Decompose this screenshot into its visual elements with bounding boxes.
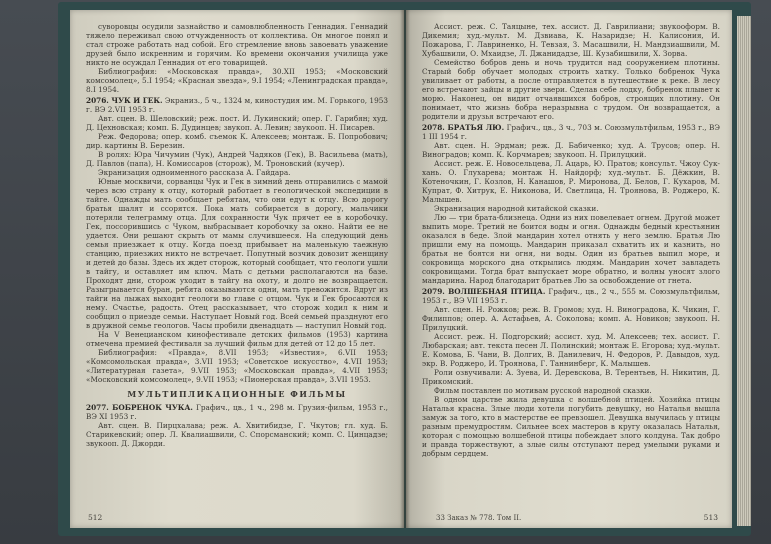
body-paragraph: Экранизация народной китайской сказки. — [434, 204, 599, 213]
body-paragraph: Роли озвучивали: А. Зуева, И. Деревскова, В. Терентьев, Н. Никитин, Д. Прикомский. — [422, 368, 720, 386]
entry-title: 2077. БОБРЕНОК ЧУКА. — [86, 403, 193, 412]
body-paragraph: Библиография: «Правда», 8.VII 1953; «Известия», 6.VII 1953; «Комсомольская правда», 3.VII 1953; «Советское искусство», 4.VII 1953; «Литературная газета», 9.VII 1953; «Московская правда», 4.VII 1953; «Московский комсомолец», 9.VII 1953; «Пионерская правда», 3.VII 1953. — [86, 348, 388, 384]
body-paragraph: Авт. сцен. Н. Рожков; реж. В. Громов; худ. Н. Виноградова, К. Чикин, Г. Филиппов; опер. А. Астафьев, А. Соколова; комп. А. Новиков; звукооп. Н. Прилуцкий. — [422, 305, 720, 332]
body-paragraph: Экранизация одноименного рассказа А. Гайдара. — [98, 168, 291, 177]
body-paragraph: В одном царстве жила девушка с волшебной птицей. Хозяйка птицы Наталья красна. Злые люди хотели погубить девушку, но Наталья вышла замуж за того, кто в мастерстве ее превзошел. Девушка выучилась у птицы разным премудростям. Сильнее всех мастеров в кругу оказалась Наталья, которая с помощью волшебной птицы побеждает злого колдуна. Так добро и правда торжествуют, а злые силы отступают перед умелыми руками и добрым сердцем. — [422, 395, 720, 458]
body-paragraph: Семейство бобров день и ночь трудится над сооружением плотины. Старый бобр обучает молодых строить хатку. Только бобренок Чука увиливает от работы, а после отправляется в путешествие к реке. В лесу его встречают зайцы и другие звери. Сделав себе лодку, бобренок плывет к морю. Наконец, он видит отчаявшихся бобров, строящих плотину. Он понимает, что жизнь бобра неразрывна с трудом. Он возвращается, а родители и друзья встречают его. — [422, 58, 720, 121]
entry-title: 2076. ЧУК И ГЕК. — [86, 96, 163, 105]
body-paragraph: В ролях: Юра Чичумин (Чук), Андрей Чадяков (Гек), В. Васильева (мать), Д. Павлов (папа), Н. Комиссаров (сторож), М. Троновский (кучер). — [86, 150, 388, 168]
body-paragraph: суворовцы осудили зазнайство и самовлюбленность Геннадия. Геннадий тяжело переживал свою отчужденность от коллектива. Он многое понял и стал строже работать над собой. Его стремление вновь завоевать уважение друзей было искренним и горячим. Ко времени окончания училища уже никто не осуждал Геннадия от его товарищей. — [86, 22, 388, 67]
right-page-number: 513 — [703, 513, 718, 522]
printer-signature: 33 Заказ № 778. Том II. — [436, 514, 522, 522]
body-paragraph: Ассист. реж. Е. Новосельцева, Л. Ацарь, Ю. Пратов; консульт. Чжоу Сук-хань. О. Глухарева; монтаж Н. Найдорф; худ.-мульт. Б. Дёжкин, В. Котеночкин, Г. Козлов, Н. Канашов, Р. Миронова, Д. Белов, Г. Кухаров, М. Купрат, Ф. Хитрук, Е. Никонова, И. Светлица, Н. Троянова, В. Роджеро, К. Малышев. — [422, 159, 720, 204]
body-paragraph: Авт. сцен. В. Шеловский; реж. пост. И. Лукинский; опер. Г. Гарибян; худ. Д. Цехновская; комп. Б. Дудинцев; звукоп. А. Левин; звукооп. Н. Писарев. — [86, 114, 388, 132]
body-paragraph: Реж. Федорова; опер. комб. съемок К. Алексеев; монтаж. Б. Попробович; дир. картины В. Березин. — [86, 132, 388, 150]
book-gutter — [400, 10, 410, 528]
catalog-entry — [422, 123, 720, 141]
body-paragraph: Юные москвичи, сорванцы Чук и Гек в зимний день отправились с мамой через всю страну к отцу, который работает в геологической экспедиции в тайге. Однажды мать сообщает ребятам, что они едут к отцу. Всю дорогу братья шалят и ссорятся. Пока мать собирается в дорогу, мальчики потеряли телеграмму отца. Для сохранности Чук прячет ее в коробочку. Гек, поссорившись с Чуком, выбрасывает коробочку за окно. Найти ее не удается. Они решают скрыть от мамы случившееся. На следующий день семья приезжает к отцу. Когда поезд прибывает на маленькую таежную станцию, приезжих никто не встречает. Попутный возчик довозит женщину и детей до базы. Здесь их ждет сторож, который сообщает, что геологи ушли в тайгу, и оставляет им ключ. Мать с детьми располагаются на базе. Проходят дни, сторож уходит в тайгу на охоту, и долго не возвращается. Разыгрывается буран, ребята оказываются одни, мать тревожится. Вдруг из тайги на лыжах выходят геологи во главе с отцом. Чук и Гек бросаются к нему. Счастье, радость. Отец рассказывает, что сторож ходил к ним и сообщил о приезде семьи. Наступает Новый год. Всей семьей празднуют его в дружной семье геологов. Часы пробили двенадцать — наступил Новый год. — [86, 177, 388, 330]
body-paragraph: Лю — три брата-близнеца. Одни из них повелевает огнем. Другой может выпить море. Третий не боится воды и огня. Однажды бедный крестьянин оказался в беде. Злой мандарин хотел отнять у него землю. Братья Лю пришли ему на помощь. Мандарин приказал схватить их и казнить, но братья не боятся ни огня, ни воды. Один из братьев выпил море, и сокровища морского дна открылись людям. Мандарин хочет завладеть сокровищами. Тогда брат выпускает море обратно, и волны уносят злого мандарина. Народ благодарит братьев Лю за освобождение от гнета. — [422, 213, 720, 285]
body-paragraph: Фильм поставлен по мотивам русской народной сказки. — [434, 386, 652, 395]
body-paragraph: На V Венецианском кинофестивале детских фильмов (1953) картина отмечена премией фестиваля за лучший фильм для детей от 12 до 15 лет. — [86, 330, 388, 348]
open-book — [18, 2, 751, 536]
catalog-entry — [422, 287, 720, 305]
right-page-text — [422, 22, 720, 458]
section-heading: МУЛЬТИПЛИКАЦИОННЫЕ ФИЛЬМЫ — [127, 389, 347, 399]
entry-details: Экраниз., 5 ч., 1324 м, киностудия им. М. Горького, 1953 г. ВЭ 2.VII 1953 г. — [86, 96, 388, 114]
entry-details: Графич., цв., 2 ч., 555 м. Союзмультфильм, 1953 г., ВЭ VII 1953 г. — [422, 287, 720, 305]
body-paragraph: Авт. сцен. Н. Эрдман; реж. Д. Бабиченко; худ. А. Трусов; опер. Н. Виноградов; комп. К. Корчмарев; звукооп. Н. Прилуцкий. — [422, 141, 720, 159]
left-page-number: 512 — [88, 513, 103, 522]
entry-details: Графич., цв., 1 ч., 298 м. Грузия-фильм, 1953 г., ВЭ XI 1953 г. — [86, 403, 388, 421]
body-paragraph: Авт. сцен. В. Пирцхалава; реж. А. Хвитибидзе, Г. Чкутов; гл. худ. Б. Старикевский; опер. Л. Квалиашвили, С. Спорсманский; комп. С. Цинцадзе; звукооп. Д. Джорди. — [86, 421, 388, 448]
entry-details: Графич., цв., 3 ч., 703 м. Союзмультфильм, 1953 г., ВЭ 1 III 1954 г. — [422, 123, 721, 141]
body-paragraph: Библиография: «Московская правда», 30.XII 1953; «Московский комсомолец», 5.I 1954; «Красная звезда», 9.I 1954; «Ленинградская правда», 8.I 1954. — [86, 67, 388, 94]
entry-title: 2079. ВОЛШЕБНАЯ ПТИЦА. — [422, 287, 546, 296]
right-page — [406, 10, 732, 528]
body-paragraph: Ассист. реж. С. Таяцыне, тех. ассист. Д. Гаврилиани; звукооформ. В. Дикемия; худ.-мульт. М. Дзвиава, К. Назаридзе; Н. Калисония, И. Пожарова, Г. Лавриненко, Н. Тевзая, З. Масашвили, Н. Мандзиашвили, М. Хубашвили, О. Мхаидзе, Л. Джанидадзе, Ш. Кузабишвили, Х. Зорва. — [422, 22, 720, 58]
left-page — [70, 10, 404, 528]
catalog-entry — [86, 403, 388, 421]
catalog-entry — [86, 96, 388, 114]
body-paragraph: Ассист. реж. Н. Подгорский; ассист. худ. М. Алексеев; тех. ассист. Г. Любарская; авт. текста песен Л. Полинский; монтаж Е. Егорова; худ.-мульт. Е. Комова, Б. Чани, В. Долгих, В. Данилевич, Н. Федоров, Р. Давыдов, худ. экр. В. Роджеро, И. Троянова, Г. Таннинберг, К. Малышев. — [422, 332, 720, 368]
left-page-text — [86, 22, 388, 448]
entry-title: 2078. БРАТЬЯ ЛЮ. — [422, 123, 505, 132]
page-edges — [737, 16, 751, 526]
